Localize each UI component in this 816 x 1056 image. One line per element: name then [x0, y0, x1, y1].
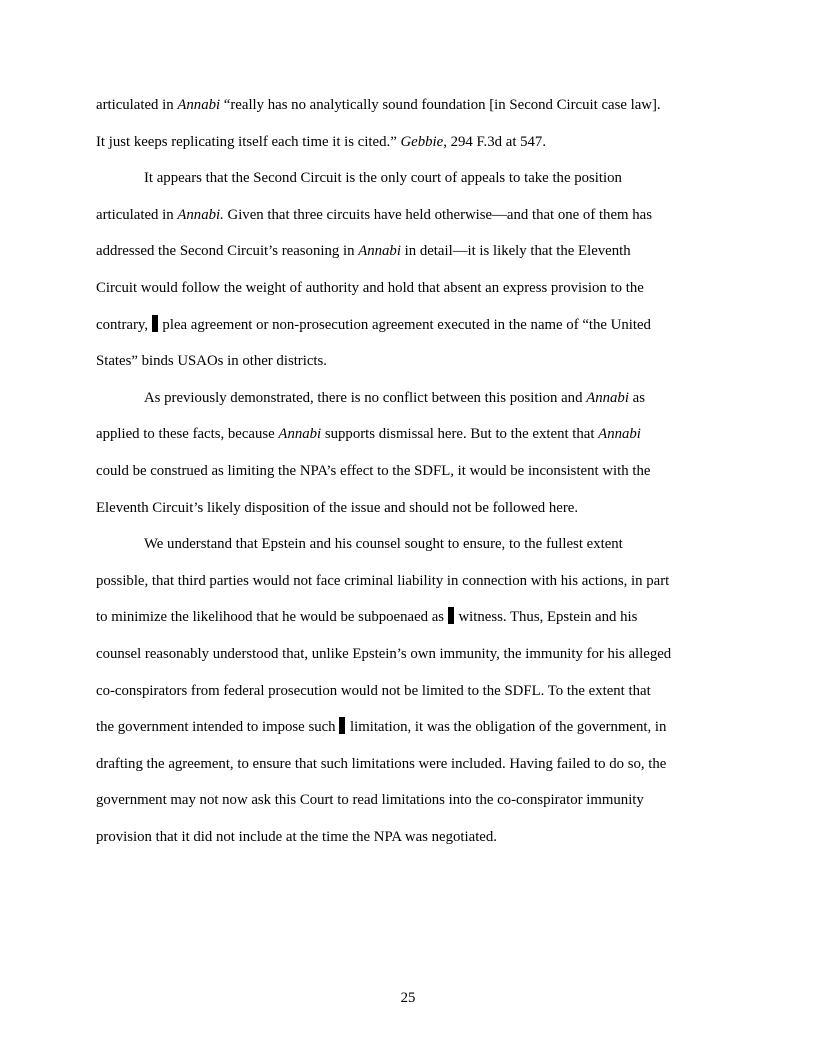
text-segment: Circuit would follow the weight of authority and hold that absent an express provision to the	[96, 279, 644, 296]
text-segment: government may not now ask this Court to read limitations into the co-conspirator immunity	[96, 792, 644, 809]
document-body	[96, 87, 721, 855]
text-segment: contrary,	[96, 316, 152, 333]
text-segment: As previously demonstrated, there is no conflict between this position and	[144, 389, 587, 406]
italic-citation: Annabi.	[177, 206, 224, 223]
text-segment: as	[628, 389, 645, 406]
text-segment: addressed the Second Circuit’s reasoning in	[96, 243, 359, 260]
text-segment: articulated in	[96, 206, 178, 223]
text-line	[96, 416, 721, 453]
text-line	[96, 233, 721, 270]
redaction-mark	[152, 315, 158, 332]
text-segment: possible, that third parties would not face criminal liability in connection with his actions, in part	[96, 572, 670, 589]
text-segment: witness. Thus, Epstein and his	[454, 609, 638, 626]
text-line	[96, 746, 721, 783]
text-segment: drafting the agreement, to ensure that such limitations were included. Having failed to do so, the	[96, 755, 667, 772]
text-segment: could be construed as limiting the NPA’s effect to the SDFL, it would be inconsistent with the	[96, 462, 651, 479]
text-line	[96, 160, 721, 197]
text-line	[96, 453, 721, 490]
text-line	[96, 270, 721, 307]
page-number: 25	[400, 990, 416, 1006]
text-line	[96, 124, 721, 161]
text-line	[96, 599, 721, 636]
text-segment: counsel reasonably understood that, unlike Epstein’s own immunity, the immunity for his alleged	[96, 645, 672, 662]
text-segment: supports dismissal here. But to the extent that	[321, 426, 599, 443]
text-line	[96, 87, 721, 124]
text-segment: Eleventh Circuit’s likely disposition of the issue and should not be followed here.	[96, 499, 579, 516]
text-segment: the government intended to impose such	[96, 719, 340, 736]
italic-citation: Annabi	[358, 243, 401, 260]
text-line	[96, 197, 721, 234]
text-line	[96, 307, 721, 344]
text-line	[96, 526, 721, 563]
text-segment: “really has no analytically sound foundation [in Second Circuit case law].	[220, 97, 661, 113]
text-segment: limitation, it was the obligation of the government, in	[346, 719, 667, 736]
text-segment: plea agreement or non-prosecution agreement executed in the name of “the United	[158, 316, 651, 333]
text-line	[96, 782, 721, 819]
text-segment: in detail—it is likely that the Eleventh	[400, 243, 631, 260]
text-segment: States” binds USAOs in other districts.	[96, 353, 327, 370]
italic-citation: Annabi	[177, 97, 221, 113]
text-segment: It just keeps replicating itself each time it is cited.”	[96, 133, 401, 150]
text-segment: to minimize the likelihood that he would be subpoenaed as	[96, 609, 448, 626]
text-line	[96, 490, 721, 527]
italic-citation: Annabi	[598, 426, 641, 443]
text-segment: We understand that Epstein and his counsel sought to ensure, to the fullest extent	[144, 536, 623, 553]
italic-citation: Gebbie,	[400, 133, 447, 150]
italic-citation: Annabi	[586, 389, 629, 406]
text-segment: 294 F.3d at 547.	[446, 133, 547, 150]
text-line	[96, 709, 721, 746]
text-segment: It appears that the Second Circuit is the only court of appeals to take the position	[144, 170, 622, 187]
text-line	[96, 563, 721, 600]
text-line	[96, 819, 721, 856]
text-line	[96, 673, 721, 710]
text-segment: articulated in	[96, 97, 178, 113]
redaction-mark	[339, 717, 345, 734]
text-segment: provision that it did not include at the time the NPA was negotiated.	[96, 828, 497, 845]
text-segment: co-conspirators from federal prosecution would not be limited to the SDFL. To the extent that	[96, 682, 651, 699]
text-segment: Given that three circuits have held otherwise—and that one of them has	[223, 206, 652, 223]
text-segment: applied to these facts, because	[96, 426, 279, 443]
text-line	[96, 343, 721, 380]
text-line	[96, 380, 721, 417]
italic-citation: Annabi	[278, 426, 322, 443]
redaction-mark	[448, 607, 454, 624]
text-line	[96, 636, 721, 673]
